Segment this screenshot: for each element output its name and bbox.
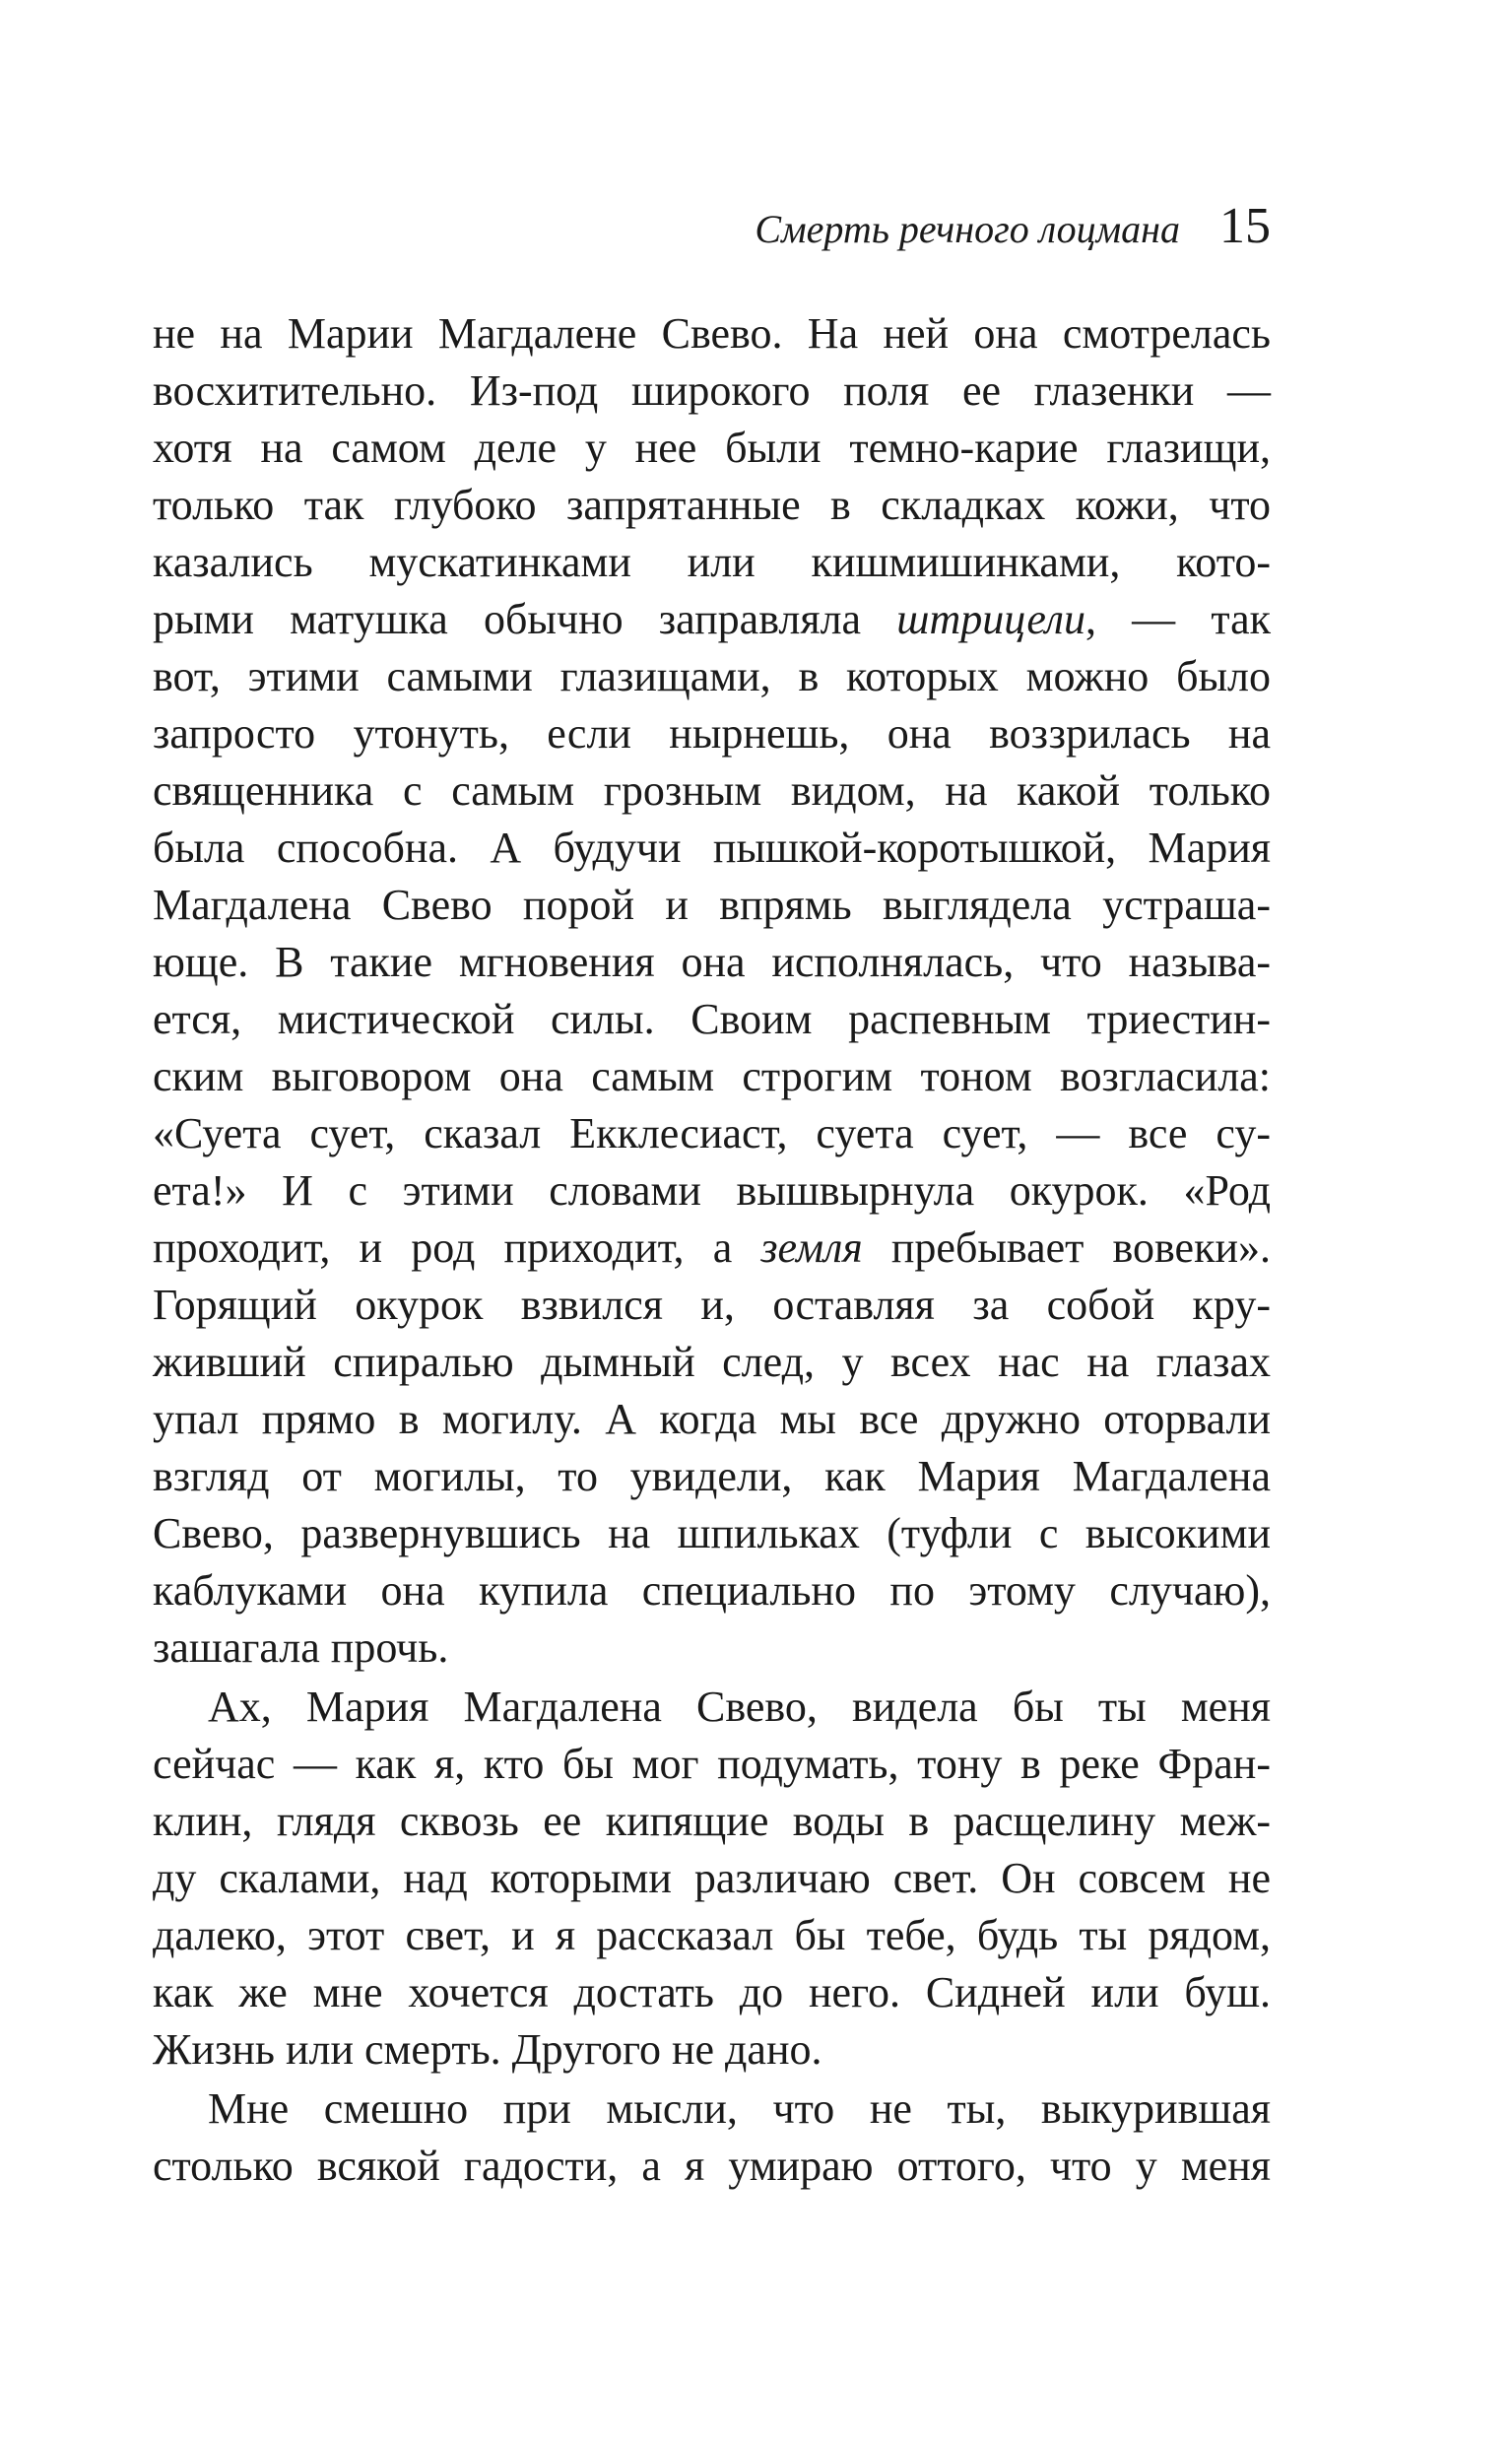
text-segment: ется, мистической силы. Своим распевным триестин- <box>153 995 1271 1043</box>
text-segment: проходит, и род приходит, а <box>153 1223 761 1272</box>
text-segment: ским выговором она самым строгим тоном возгласила: <box>153 1052 1271 1100</box>
text-line <box>153 1562 1271 1619</box>
text-segment: запросто утонуть, если нырнешь, она воззрилась на <box>153 709 1271 758</box>
text-segment: столько всякой гадости, а я умираю оттого, что у меня <box>153 2142 1271 2190</box>
text-segment: каблуками она купила специально по этому случаю), <box>153 1566 1271 1615</box>
text-line <box>153 648 1271 705</box>
text-line <box>153 1793 1271 1850</box>
running-head <box>153 197 1271 266</box>
text-line <box>153 1162 1271 1220</box>
text-segment: Горящий окурок взвился и, оставляя за собой кру- <box>153 1281 1271 1329</box>
text-segment: , — так <box>1085 595 1271 643</box>
text-line <box>153 1736 1271 1793</box>
text-segment: только так глубоко запрятанные в складках кожи, что <box>153 481 1271 529</box>
text-segment: взгляд от могилы, то увидели, как Мария Магдалена <box>153 1452 1271 1500</box>
text-line <box>153 2021 1271 2079</box>
text-line <box>153 934 1271 991</box>
text-segment: казались мускатинками или кишмишинками, кото- <box>153 538 1271 586</box>
text-segment: «Суета сует, сказал Екклесиаст, суета сует, — все су- <box>153 1109 1271 1157</box>
text-line <box>153 1907 1271 1964</box>
text-line <box>153 991 1271 1048</box>
text-segment: священника с самым грозным видом, на какой только <box>153 766 1271 815</box>
text-line <box>153 705 1271 762</box>
text-segment: рыми матушка обычно заправляла <box>153 595 897 643</box>
text-segment: упал прямо в могилу. А когда мы все дружно оторвали <box>153 1395 1271 1443</box>
text-line <box>153 1679 1271 1736</box>
text-line <box>153 1964 1271 2021</box>
text-segment: юще. В такие мгновения она исполнялась, что называ- <box>153 938 1271 986</box>
text-segment: вот, этими самыми глазищами, в которых можно было <box>153 652 1271 700</box>
text-segment: зашагала прочь. <box>153 1623 449 1672</box>
text-line <box>153 820 1271 877</box>
text-line <box>153 1619 1271 1677</box>
text-line <box>153 1105 1271 1162</box>
text-line <box>153 305 1271 363</box>
paragraph <box>153 2080 1271 2195</box>
text-segment: клин, глядя сквозь ее кипящие воды в расщелину меж- <box>153 1797 1271 1845</box>
text-segment: Жизнь или смерть. Другого не дано. <box>153 2025 822 2074</box>
text-segment: живший спиралью дымный след, у всех нас на глазах <box>153 1338 1271 1386</box>
text-line <box>153 1277 1271 1334</box>
text-segment: как же мне хочется достать до него. Сидней или буш. <box>153 1968 1271 2016</box>
text-line <box>153 1220 1271 1277</box>
text-line <box>153 2138 1271 2195</box>
text-segment: была способна. А будучи пышкой-коротышкой, Мария <box>153 824 1271 872</box>
text-line <box>153 762 1271 820</box>
body-text <box>153 305 1271 2195</box>
text-segment: Ах, Мария Магдалена Свево, видела бы ты меня <box>208 1683 1271 1731</box>
text-segment: не на Марии Магдалене Свево. На ней она смотрелась <box>153 309 1271 358</box>
text-segment: хотя на самом деле у нее были темно-карие глазищи, <box>153 424 1271 472</box>
text-segment: восхитительно. Из-под широкого поля ее глазенки — <box>153 366 1271 415</box>
italic-text: земля <box>760 1223 863 1272</box>
text-line <box>153 1850 1271 1907</box>
text-line <box>153 1048 1271 1105</box>
text-line <box>153 420 1271 477</box>
text-line <box>153 1334 1271 1391</box>
text-segment: ду скалами, над которыми различаю свет. Он совсем не <box>153 1854 1271 1902</box>
text-line <box>153 363 1271 420</box>
text-line <box>153 1505 1271 1562</box>
text-segment: сейчас — как я, кто бы мог подумать, тону в реке Фран- <box>153 1740 1271 1788</box>
text-line <box>153 591 1271 648</box>
text-line <box>153 877 1271 934</box>
paragraph <box>153 1679 1271 2079</box>
running-title: Смерть речного лоцмана <box>755 207 1180 251</box>
page-number: 15 <box>1219 198 1271 254</box>
text-segment: пребывает вовеки». <box>862 1223 1272 1272</box>
italic-text: штрицели <box>896 595 1085 643</box>
text-segment: Свево, развернувшись на шпильках (туфли с высокими <box>153 1509 1271 1557</box>
text-line <box>153 1448 1271 1505</box>
text-segment: ета!» И с этими словами вышвырнула окурок. «Род <box>153 1166 1271 1215</box>
text-line <box>153 2080 1271 2138</box>
paragraph <box>153 305 1271 1677</box>
text-segment: далеко, этот свет, и я рассказал бы тебе, будь ты рядом, <box>153 1911 1271 1959</box>
text-segment: Магдалена Свево порой и впрямь выглядела устраша- <box>153 881 1271 929</box>
text-line <box>153 534 1271 591</box>
text-segment: Мне смешно при мысли, что не ты, выкурившая <box>208 2084 1271 2133</box>
text-line <box>153 477 1271 534</box>
text-line <box>153 1391 1271 1448</box>
